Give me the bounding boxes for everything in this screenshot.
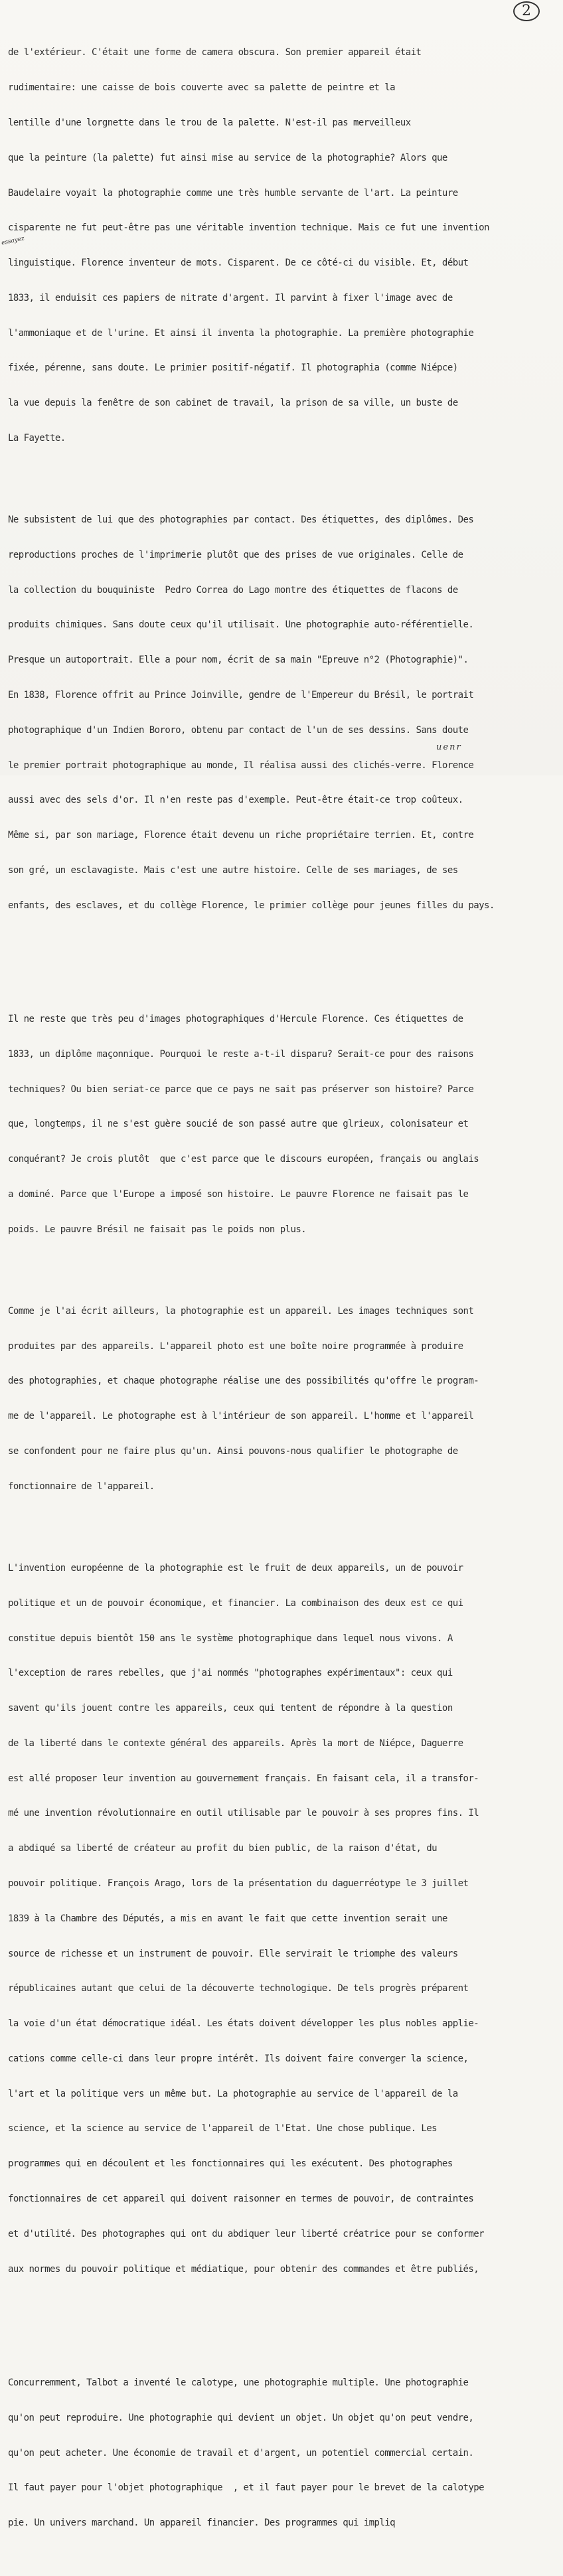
text-line: savent qu'ils jouent contre les appareils, ceux qui tentent de répondre à la question <box>8 1703 453 1714</box>
paragraph <box>8 24 559 468</box>
paragraph <box>8 991 559 1259</box>
text-line: Même si, par son mariage, Florence était devenu un riche propriétaire terrien. Et, contre <box>8 830 474 841</box>
text-line: 1833, il enduisit ces papiers de nitrate d'argent. Il parvint à fixer l'image avec de <box>8 292 453 303</box>
text-line: de l'extérieur. C'était une forme de camera obscura. Son premier appareil était <box>8 47 422 58</box>
text-line: linguistique. Florence inventeur de mots. Cisparent. De ce côté-ci du visible. Et, début <box>8 258 469 269</box>
text-line: qu'on peut acheter. Une économie de travail et d'argent, un potentiel commercial certain. <box>8 2447 474 2458</box>
text-line: constitue depuis bientôt 150 ans le système photographique dans lequel nous vivons. A <box>8 1633 453 1644</box>
text-line: républicaines autant que celui de la découverte technologique. De tels progrès préparent <box>8 1983 469 1994</box>
text-line: a dominé. Parce que l'Europe a imposé son histoire. Le pauvre Florence ne faisait pas le <box>8 1188 469 1200</box>
text-line: techniques? Ou bien seriat-ce parce que ce pays ne sait pas préserver son histoire? Parce <box>8 1084 474 1095</box>
text-line: produites par des appareils. L'appareil photo est une boîte noire programmée à produire <box>8 1340 463 1352</box>
paragraph-gap <box>8 2322 559 2331</box>
text-line: fonctionnaire de l'appareil. <box>8 1481 155 1492</box>
text-line: reproductions proches de l'imprimerie plutôt que des prises de vue originales. Celle de <box>8 549 463 560</box>
text-line: Concurremment, Talbot a inventé le calotype, une photographie multiple. Une photographie <box>8 2377 469 2388</box>
text-line: est allé proposer leur invention au gouvernement français. En faisant cela, il a transfor- <box>8 1773 479 1784</box>
text-line: l'exception de rares rebelles, que j'ai nommés "photographes expérimentaux": ceux qui <box>8 1668 453 1679</box>
text-line: L'invention européenne de la photographie est le fruit de deux appareils, un de pouvoir <box>8 1562 463 1573</box>
text-line: rudimentaire: une caisse de bois couverte avec sa palette de peintre et la <box>8 82 396 94</box>
text-line: aussi avec des sels d'or. Il n'en reste pas d'exemple. Peut-être était-ce trop coûteux. <box>8 795 463 806</box>
text-line: qu'on peut reproduire. Une photographie qui devient un objet. Un objet qu'on peut vendre, <box>8 2412 474 2423</box>
text-line: cations comme celle-ci dans leur propre intérêt. Ils doivent faire converger la science, <box>8 2053 469 2064</box>
text-line: programmes qui en découlent et les fonctionnaires qui les exécutent. Des photographes <box>8 2158 453 2170</box>
text-line: La Fayette. <box>8 432 66 443</box>
text-line: poids. Le pauvre Brésil ne faisait pas le poids non plus. <box>8 1224 307 1235</box>
text-line: son gré, un esclavagiste. Mais c'est une autre histoire. Celle de ses mariages, de ses <box>8 864 458 876</box>
text-line: enfants, des esclaves, et du collège Florence, le primier collège pour jeunes filles du pays. <box>8 900 495 911</box>
text-line: fonctionnaires de cet appareil qui doivent raisonner en termes de pouvoir, de contraintes <box>8 2194 474 2205</box>
text-line: le premier portrait photographique au monde, Il réalisa aussi des clichés-verre. Florence <box>8 760 474 771</box>
paragraph <box>8 2354 559 2553</box>
paragraph <box>8 1283 559 1516</box>
page-text <box>8 1 559 2576</box>
text-line: que, longtemps, il ne s'est guère soucié de son passé autre que glrieux, colonisateur et <box>8 1119 469 1130</box>
text-line: se confondent pour ne faire plus qu'un. Ainsi pouvons-nous qualifier le photographe de <box>8 1446 458 1457</box>
text-line: et d'utilité. Des photographes qui ont du abdiquer leur liberté créatrice pour se conformer <box>8 2228 484 2239</box>
text-line: lentille d'une lorgnette dans le trou de la palette. N'est-il pas merveilleux <box>8 117 411 128</box>
text-line: cisparente ne fut peut-être pas une véritable invention technique. Mais ce fut une invention <box>8 222 489 234</box>
text-line: me de l'appareil. Le photographe est à l'intérieur de son appareil. L'homme et l'appareil <box>8 1411 474 1422</box>
text-line: aux normes du pouvoir politique et médiatique, pour obtenir des commandes et être publiés, <box>8 2263 479 2275</box>
text-line: la collection du bouquiniste Pedro Correa do Lago montre des étiquettes de flacons de <box>8 584 458 596</box>
text-line: la voie d'un état démocratique idéal. Les états doivent développer les plus nobles applie- <box>8 2018 479 2030</box>
text-line: pouvoir politique. François Arago, lors de la présentation du daguerréotype le 3 juillet <box>8 1878 469 1889</box>
text-line: politique et un de pouvoir économique, et financier. La combinaison des deux est ce qui <box>8 1597 463 1609</box>
text-line: conquérant? Je crois plutôt que c'est parce que le discours européen, français ou anglais <box>8 1154 479 1165</box>
text-line: mé une invention révolutionnaire en outil utilisable par le pouvoir à ses propres fins. Il <box>8 1808 479 1819</box>
text-line: l'art et la politique vers un même but. La photographie au service de l'appareil de la <box>8 2088 458 2099</box>
text-line: photographique d'un Indien Bororo, obtenu par contact de l'un de ses dessins. Sans doute <box>8 724 469 736</box>
text-line: Presque un autoportrait. Elle a pour nom, écrit de sa main "Epreuve n°2 (Photographie)". <box>8 655 469 666</box>
paragraph-gap <box>8 959 559 967</box>
text-line: En 1838, Florence offrit au Prince Joinville, gendre de l'Empereur du Brésil, le portrait <box>8 690 474 701</box>
text-line: Comme je l'ai écrit ailleurs, la photographie est un appareil. Les images techniques sont <box>8 1305 474 1317</box>
text-line: science, et la science au service de l'appareil de l'Etat. Une chose publique. Les <box>8 2123 438 2134</box>
text-line: Baudelaire voyait la photographie comme une très humble servante de l'art. La peinture <box>8 187 458 199</box>
text-line: pie. Un univers marchand. Un appareil financier. Des programmes qui impliq <box>8 2518 396 2529</box>
paragraph <box>8 1540 559 2299</box>
paragraph <box>8 491 559 935</box>
text-line: produits chimiques. Sans doute ceux qu'il utilisait. Une photographie auto-référentielle. <box>8 619 474 631</box>
text-line: source de richesse et un instrument de pouvoir. Elle servirait le triomphe des valeurs <box>8 1948 458 1959</box>
text-line: des photographies, et chaque photographe réalise une des possibilités qu'offre le program- <box>8 1376 479 1387</box>
bottom-handwritten-note: uenr <box>436 742 462 752</box>
text-line: que la peinture (la palette) fut ainsi mise au service de la photographie? Alors que <box>8 152 447 163</box>
text-line: 1839 à la Chambre des Députés, a mis en avant le fait que cette invention serait une <box>8 1913 447 1924</box>
text-line: Il ne reste que très peu d'images photographiques d'Hercule Florence. Ces étiquettes de <box>8 1014 463 1025</box>
margin-handwritten-note: essayez <box>1 235 25 247</box>
text-line: a abdiqué sa liberté de créateur au profit du bien public, de la raison d'état, du <box>8 1843 438 1854</box>
text-line: de la liberté dans le contexte général des appareils. Après la mort de Niépce, Daguerre <box>8 1737 463 1749</box>
text-line: la vue depuis la fenêtre de son cabinet de travail, la prison de sa ville, un buste de <box>8 398 458 409</box>
text-line: l'ammoniaque et de l'urine. Et ainsi il inventa la photographie. La première photographie <box>8 327 474 339</box>
page-number-circle: 2 <box>513 1 540 21</box>
text-line: 1833, un diplôme maçonnique. Pourquoi le reste a-t-il disparu? Serait-ce pour des raisons <box>8 1048 474 1060</box>
text-line: Il faut payer pour l'objet photographique , et il faut payer pour le brevet de la calotype <box>8 2482 484 2494</box>
text-line: fixée, pérenne, sans doute. Le primier positif-négatif. Il photographia (comme Niépce) <box>8 362 458 374</box>
text-line: Ne subsistent de lui que des photographies par contact. Des étiquettes, des diplômes. Des <box>8 515 474 526</box>
